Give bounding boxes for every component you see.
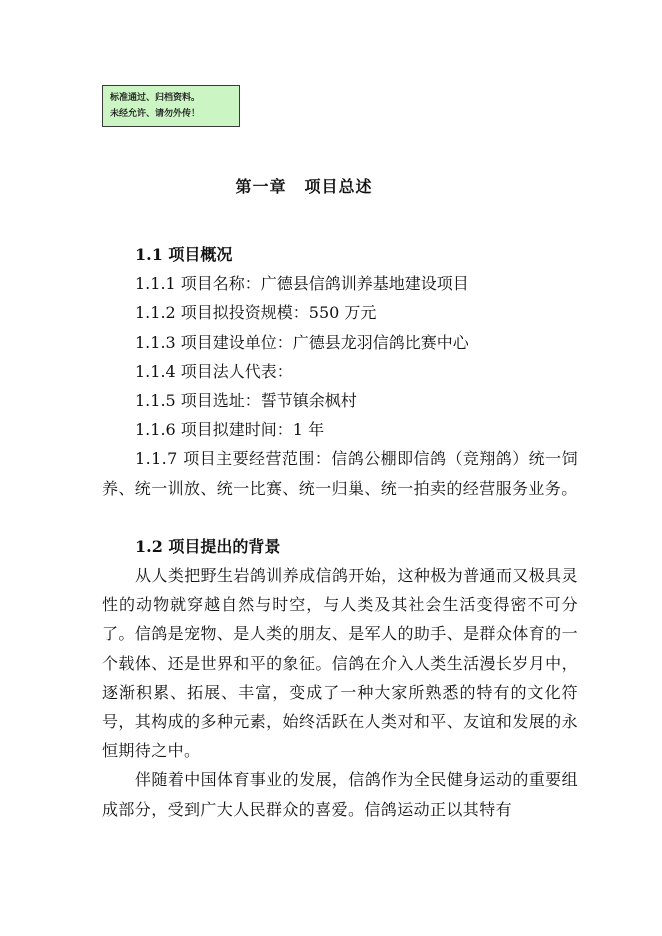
item-1-1-6: 1.1.6 项目拟建时间：1 年 (135, 420, 325, 440)
background-paragraph-2: 伴随着中国体育事业的发展，信鸽作为全民健身运动的重要组成部分，受到广大人民群众的喜爱。信鸽运动正以其特有 (102, 770, 578, 819)
notice-box (102, 85, 240, 127)
notice-line-1: 标准通过、归档资料。 (110, 93, 201, 103)
document-body (102, 240, 578, 824)
item-1-1-5: 1.1.5 项目选址：誓节镇余枫村 (135, 391, 357, 411)
item-1-1-4: 1.1.4 项目法人代表： (135, 361, 293, 381)
item-1-1-3: 1.1.3 项目建设单位：广德县龙羽信鸽比赛中心 (135, 332, 469, 352)
section-spacer (102, 503, 578, 532)
chapter-number: 第一章 (235, 177, 287, 196)
chapter-title (0, 174, 608, 197)
chapter-name: 项目总述 (304, 177, 373, 196)
item-1-1-2: 1.1.2 项目拟投资规模：550 万元 (135, 303, 377, 323)
section-heading-1-1: 1.1 项目概况 (135, 245, 233, 264)
item-1-1-1: 1.1.1 项目名称：广德县信鸽训养基地建设项目 (135, 274, 469, 294)
notice-line-2: 未经允许、请勿外传！ (110, 109, 201, 119)
background-paragraph-1: 从人类把野生岩鸽训养成信鸽开始，这种极为普通而又极具灵性的动物就穿越自然与时空，与人类及其社会生活变得密不可分了。信鸽是宠物、是人类的朋友、是军人的助手、是群众体育的一个载体、还是世界和平的象征。信鸽在介入人类生活漫长岁月中，逐渐积累、拓展、丰富，变成了一种大家所熟悉的特有的文化符号，其构成的多种元素，始终活跃在人类对和平、友谊和发展的永恒期待之中。 (102, 566, 578, 761)
section-heading-1-2: 1.2 项目提出的背景 (135, 536, 281, 556)
item-1-1-7: 1.1.7 项目主要经营范围：信鸽公棚即信鸽（竞翔鸽）统一饲养、统一训放、统一比赛、统一归巢、统一拍卖的经营服务业务。 (102, 449, 578, 498)
